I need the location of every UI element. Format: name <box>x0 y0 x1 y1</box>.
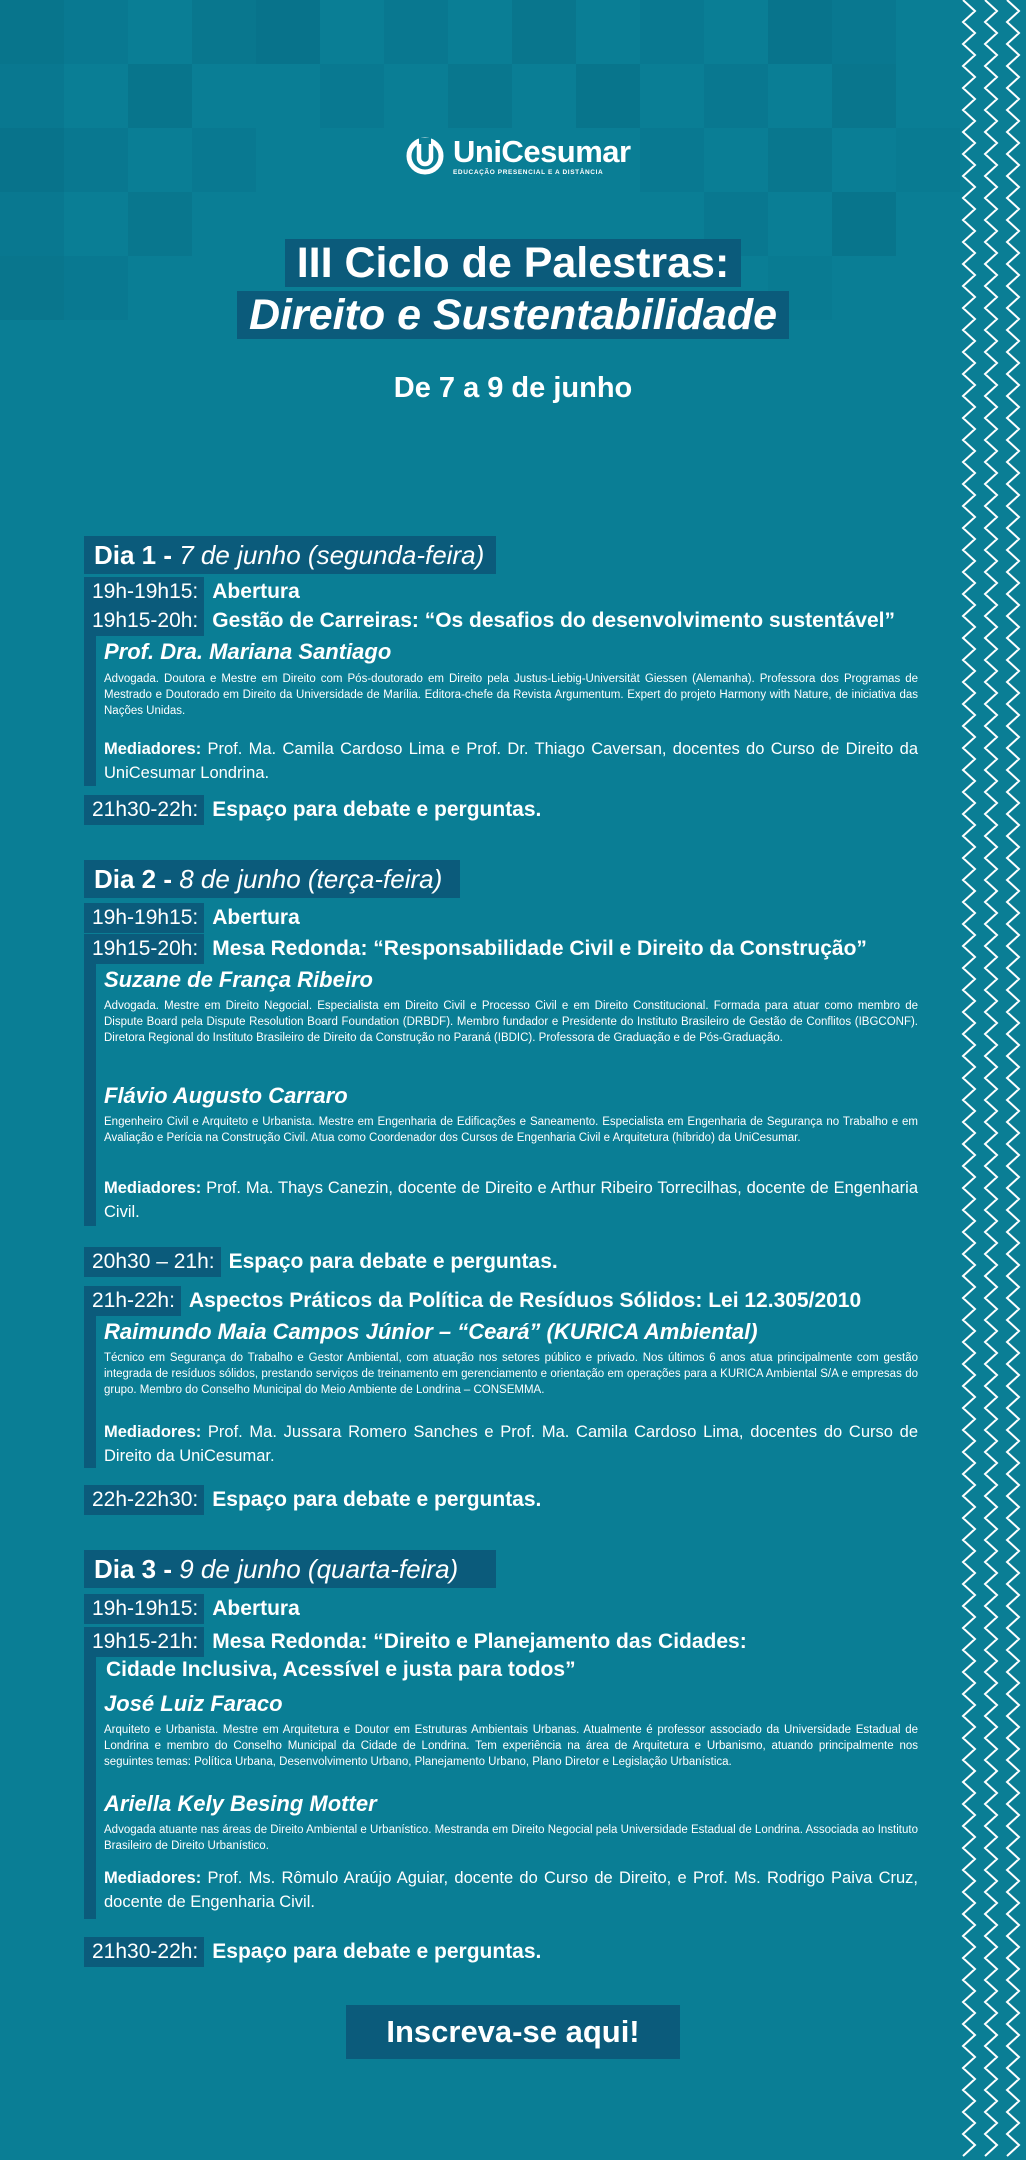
day-1-qa: 21h30-22h: Espaço para debate e perguntas. <box>84 795 541 825</box>
day-2-opening: 19h-19h15: Abertura <box>84 903 300 933</box>
speaker-name: Flávio Augusto Carraro <box>104 1083 348 1108</box>
unicesumar-logo <box>405 132 631 180</box>
speaker-bio: Advogada. Mestre em Direito Negocial. Especialista em Direito Civil e Processo Civil e em Direito Constitucional. Formada para atuar como membro de Dispute Board pela Dispute Resolution Board Foundation (DRBDF). Membro fundador e Presidente do Instituto Brasileiro de Gestão de Conflitos (IBGCONF). Diretora Regional do Instituto Brasileiro de Direito da Construção no Paraná (IBDIC). Professora de Graduação e de Pós-Graduação. <box>104 1000 918 1044</box>
day-2-break: 20h30 – 21h: Espaço para debate e perguntas. <box>84 1247 558 1277</box>
speaker-bio: Advogada. Doutora e Mestre em Direito com Pós-doutorado em Direito pela Justus-Liebig-Universität Giessen (Alemanha). Professora dos Programas de Mestrado e Doutorado em Direito da Universidade de Marília. Editora-chefe da Revista Argumentum. Expert do projeto Harmony with Nature, de iniciativa das Nações Unidas. <box>104 673 918 717</box>
day-1-mediators: Mediadores: Prof. Ma. Camila Cardoso Lima e Prof. Dr. Thiago Caversan, docentes do Curso de Direito da UniCesumar Londrina. <box>104 740 918 782</box>
day-2-bar <box>84 964 96 1226</box>
speaker-name: José Luiz Faraco <box>104 1691 283 1716</box>
speaker-name: Suzane de França Ribeiro <box>104 967 373 992</box>
day-3-session-cont: Cidade Inclusiva, Acessível e justa para todos” <box>106 1658 576 1681</box>
day-1-bar <box>84 636 96 786</box>
speaker-name: Prof. Dra. Mariana Santiago <box>104 639 392 664</box>
speaker-bio: Engenheiro Civil e Arquiteto e Urbanista. Mestre em Engenharia de Edificações e Saneamento. Especialista em Engenharia de Segurança no Trabalho e em Avaliação e Perícia na Construção Civil. Atua como Coordenador dos Cursos de Engenharia Civil e Arquitetura (híbrido) da UniCesumar. <box>104 1116 918 1144</box>
day-2-mediators-2: Mediadores: Prof. Ma. Jussara Romero Sanches e Prof. Ma. Camila Cardoso Lima, docentes do Curso de Direito da UniCesumar. <box>104 1423 918 1465</box>
day-2-mediators: Mediadores: Prof. Ma. Thays Canezin, docente de Direito e Arthur Ribeiro Torrecilhas, docente de Engenharia Civil. <box>104 1179 918 1221</box>
speaker-name: Ariella Kely Besing Motter <box>104 1791 377 1816</box>
day-2-header: Dia 2 - 8 de junho (terça-feira) <box>84 860 460 898</box>
day-3-opening: 19h-19h15: Abertura <box>84 1594 300 1624</box>
day-3-header: Dia 3 - 9 de junho (quarta-feira) <box>84 1550 496 1588</box>
brand-name: UniCesumar <box>453 134 631 169</box>
day-3-qa: 21h30-22h: Espaço para debate e perguntas. <box>84 1937 541 1967</box>
day-1-opening: 19h-19h15: Abertura <box>84 577 300 607</box>
page-title-line2: Direito e Sustentabilidade <box>0 290 1026 340</box>
register-button[interactable]: Inscreva-se aqui! <box>346 2005 680 2059</box>
day-2-bar-2 <box>84 1316 96 1468</box>
day-1-header: Dia 1 - 7 de junho (segunda-feira) <box>84 536 496 574</box>
day-1-session: 19h15-20h: Gestão de Carreiras: “Os desafios do desenvolvimento sustentável” <box>84 606 895 636</box>
unicesumar-logo-icon <box>405 136 445 176</box>
page-title-line1: III Ciclo de Palestras: <box>0 238 1026 288</box>
event-dates: De 7 a 9 de junho <box>393 372 633 404</box>
day-2-session: 19h15-20h: Mesa Redonda: “Responsabilidade Civil e Direito da Construção” <box>84 934 867 964</box>
day-3-bar <box>84 1657 96 1919</box>
speaker-name: Raimundo Maia Campos Júnior – “Ceará” (KURICA Ambiental) <box>104 1319 758 1344</box>
day-3-mediators: Mediadores: Prof. Ms. Rômulo Araújo Aguiar, docente do Curso de Direito, e Prof. Ms. Rodrigo Paiva Cruz, docente de Engenharia Civil. <box>104 1869 918 1911</box>
day-3-session: 19h15-21h: Mesa Redonda: “Direito e Planejamento das Cidades: <box>84 1627 747 1657</box>
day-2-qa: 22h-22h30: Espaço para debate e perguntas. <box>84 1485 541 1515</box>
speaker-bio: Técnico em Segurança do Trabalho e Gestor Ambiental, com atuação nos setores público e privado. Nos últimos 6 anos atua principalmente com gestão integrada de resíduos sólidos, prestando serviços de treinamento em gerenciamento e orientação em operações para a KURICA Ambiental S/A e empresas do grupo. Membro do Conselho Municipal do Meio Ambiente de Londrina – CONSEMMA. <box>104 1352 918 1396</box>
speaker-bio: Arquiteto e Urbanista. Mestre em Arquitetura e Doutor em Estruturas Ambientais Urbanas. Atualmente é professor associado da Universidade Estadual de Londrina e membro do Conselho Municipal da Cidade de Londrina. Tem experiência na área de Arquitetura e Urbanismo, atuando principalmente nos seguintes temas: Política Urbana, Desenvolvimento Urbano, Planejamento Urbano, Plano Diretor e Legislação Urbanística. <box>104 1724 918 1768</box>
speaker-bio: Advogada atuante nas áreas de Direito Ambiental e Urbanístico. Mestranda em Direito Negocial pela Universidade Estadual de Londrina. Associada ao Instituto Brasileiro de Direito Urbanístico. <box>104 1824 918 1852</box>
day-2-session-2: 21h-22h: Aspectos Práticos da Política de Resíduos Sólidos: Lei 12.305/2010 <box>84 1286 861 1316</box>
brand-tagline: EDUCAÇÃO PRESENCIAL E A DISTÂNCIA <box>453 169 604 176</box>
